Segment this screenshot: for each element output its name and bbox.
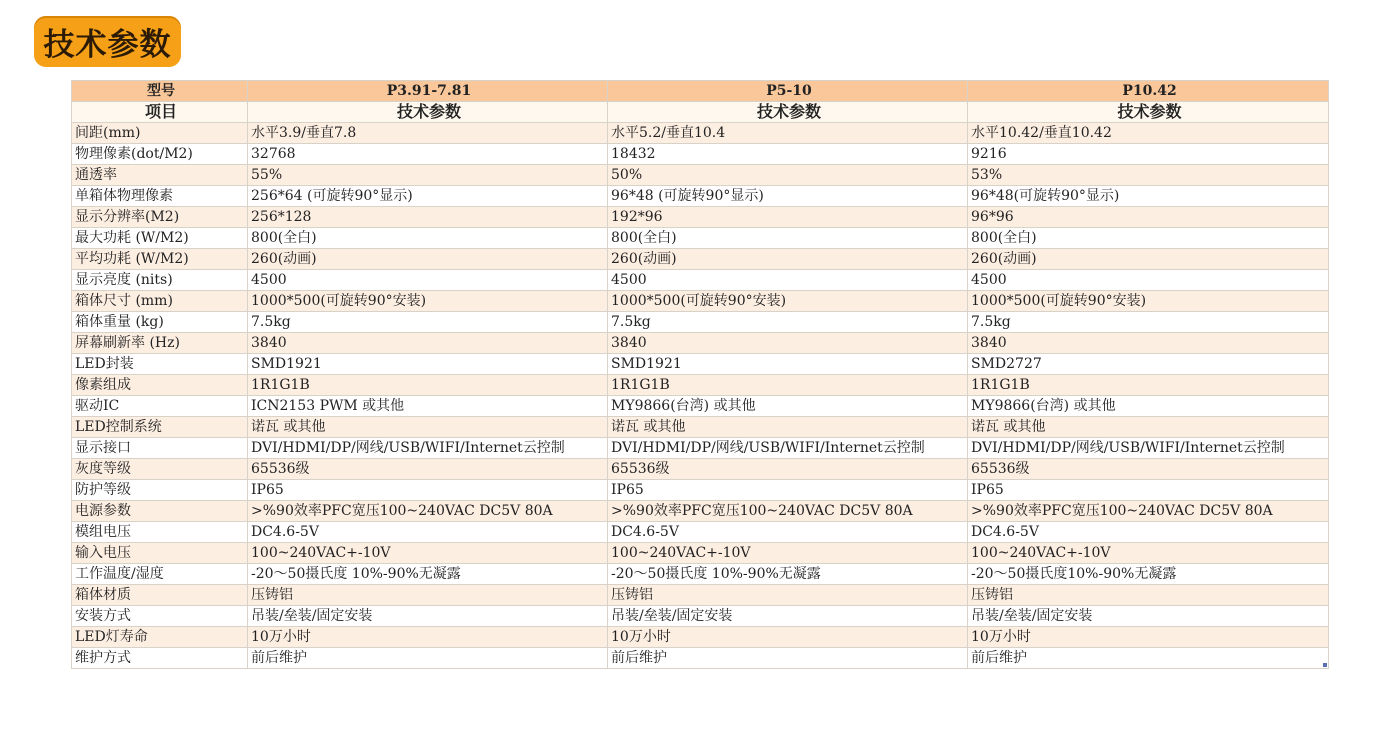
value-cell: SMD1921 [248,354,608,375]
value-cell: 96*96 [968,207,1329,228]
value-cell: 吊装/垒装/固定安装 [608,606,968,627]
row-label-cell: 箱体材质 [72,585,248,606]
value-cell: 55% [248,165,608,186]
value-cell: 800(全白) [968,228,1329,249]
value-cell: 压铸铝 [248,585,608,606]
value-cell: 800(全白) [248,228,608,249]
table-row [72,606,1329,627]
row-label-cell: 通透率 [72,165,248,186]
value-cell: 100~240VAC+-10V [608,543,968,564]
header-cell: P5-10 [608,81,968,102]
value-cell: 65536级 [968,459,1329,480]
row-label-cell: LED灯寿命 [72,627,248,648]
row-label-cell: 驱动IC [72,396,248,417]
table-row [72,543,1329,564]
value-cell: 256*128 [248,207,608,228]
value-cell: 10万小时 [248,627,608,648]
value-cell: 96*48(可旋转90°显示) [968,186,1329,207]
table-row [72,417,1329,438]
table-row [72,291,1329,312]
value-cell: 65536级 [608,459,968,480]
table-row [72,228,1329,249]
value-cell: 260(动画) [248,249,608,270]
value-cell: SMD2727 [968,354,1329,375]
row-label-cell: 最大功耗 (W/M2) [72,228,248,249]
value-cell: 压铸铝 [968,585,1329,606]
value-cell: 前后维护 [248,648,608,669]
row-label-cell: 间距(mm) [72,123,248,144]
value-cell: >%90效率PFC宽压100~240VAC DC5V 80A [248,501,608,522]
value-cell: 53% [968,165,1329,186]
value-cell: 9216 [968,144,1329,165]
value-cell: >%90效率PFC宽压100~240VAC DC5V 80A [968,501,1329,522]
table-resize-handle [1323,663,1327,667]
value-cell: MY9866(台湾) 或其他 [968,396,1329,417]
value-cell: 260(动画) [968,249,1329,270]
header-row-model [72,81,1329,102]
section-title: 技术参数 [43,27,172,63]
table-row [72,270,1329,291]
row-label-cell: 平均功耗 (W/M2) [72,249,248,270]
value-cell: -20～50摄氏度 10%-90%无凝露 [248,564,608,585]
row-label-cell: 工作温度/湿度 [72,564,248,585]
table-row [72,459,1329,480]
value-cell: 4500 [248,270,608,291]
value-cell: DC4.6-5V [248,522,608,543]
header-cell: P3.91-7.81 [248,81,608,102]
value-cell: 96*48 (可旋转90°显示) [608,186,968,207]
value-cell: 诺瓦 或其他 [248,417,608,438]
value-cell: 7.5kg [248,312,608,333]
value-cell: 1R1G1B [968,375,1329,396]
value-cell: IP65 [608,480,968,501]
table-row [72,438,1329,459]
table-row [72,354,1329,375]
table-row [72,648,1329,669]
row-label-cell: 像素组成 [72,375,248,396]
value-cell: 前后维护 [968,648,1329,669]
header-cell: 型号 [72,81,248,102]
table-row [72,144,1329,165]
row-label-cell: 输入电压 [72,543,248,564]
value-cell: 192*96 [608,207,968,228]
value-cell: 前后维护 [608,648,968,669]
value-cell: 65536级 [248,459,608,480]
value-cell: 18432 [608,144,968,165]
value-cell: 10万小时 [608,627,968,648]
table-row [72,165,1329,186]
section-title-badge [34,16,181,67]
value-cell: 水平5.2/垂直10.4 [608,123,968,144]
value-cell: MY9866(台湾) 或其他 [608,396,968,417]
row-label-cell: 单箱体物理像素 [72,186,248,207]
value-cell: 3840 [608,333,968,354]
table-row [72,564,1329,585]
value-cell: DC4.6-5V [968,522,1329,543]
value-cell: 260(动画) [608,249,968,270]
value-cell: 4500 [608,270,968,291]
value-cell: DVI/HDMI/DP/网线/USB/WIFI/Internet云控制 [608,438,968,459]
row-label-cell: 显示分辨率(M2) [72,207,248,228]
table-row [72,627,1329,648]
row-label-cell: LED控制系统 [72,417,248,438]
table-row [72,375,1329,396]
value-cell: 吊装/垒装/固定安装 [968,606,1329,627]
value-cell: 256*64 (可旋转90°显示) [248,186,608,207]
value-cell: DVI/HDMI/DP/网线/USB/WIFI/Internet云控制 [968,438,1329,459]
value-cell: >%90效率PFC宽压100~240VAC DC5V 80A [608,501,968,522]
value-cell: DVI/HDMI/DP/网线/USB/WIFI/Internet云控制 [248,438,608,459]
spec-table [71,80,1329,669]
row-label-cell: 电源参数 [72,501,248,522]
row-label-cell: 安装方式 [72,606,248,627]
value-cell: 100~240VAC+-10V [248,543,608,564]
value-cell: 1000*500(可旋转90°安装) [608,291,968,312]
value-cell: 1R1G1B [248,375,608,396]
value-cell: 诺瓦 或其他 [608,417,968,438]
row-label-cell: 屏幕刷新率 (Hz) [72,333,248,354]
value-cell: -20～50摄氏度10%-90%无凝露 [968,564,1329,585]
header-cell: P10.42 [968,81,1329,102]
table-row [72,480,1329,501]
header-row-item [72,102,1329,123]
value-cell: 水平10.42/垂直10.42 [968,123,1329,144]
value-cell: 32768 [248,144,608,165]
value-cell: 800(全白) [608,228,968,249]
row-label-cell: 箱体尺寸 (mm) [72,291,248,312]
table-row [72,333,1329,354]
value-cell: 压铸铝 [608,585,968,606]
value-cell: 诺瓦 或其他 [968,417,1329,438]
value-cell: 7.5kg [608,312,968,333]
value-cell: 10万小时 [968,627,1329,648]
value-cell: 7.5kg [968,312,1329,333]
value-cell: 1R1G1B [608,375,968,396]
table-row [72,207,1329,228]
table-row [72,396,1329,417]
value-cell: IP65 [968,480,1329,501]
table-row [72,585,1329,606]
value-cell: 100~240VAC+-10V [968,543,1329,564]
value-cell: 吊装/垒装/固定安装 [248,606,608,627]
row-label-cell: 防护等级 [72,480,248,501]
table-row [72,522,1329,543]
value-cell: SMD1921 [608,354,968,375]
row-label-cell: 模组电压 [72,522,248,543]
header-cell: 技术参数 [968,102,1329,123]
value-cell: 1000*500(可旋转90°安装) [248,291,608,312]
row-label-cell: 箱体重量 (kg) [72,312,248,333]
row-label-cell: 灰度等级 [72,459,248,480]
header-cell: 技术参数 [608,102,968,123]
value-cell: 4500 [968,270,1329,291]
table-row [72,312,1329,333]
table-row [72,186,1329,207]
table-row [72,123,1329,144]
value-cell: 3840 [968,333,1329,354]
value-cell: ICN2153 PWM 或其他 [248,396,608,417]
table-row [72,501,1329,522]
value-cell: 水平3.9/垂直7.8 [248,123,608,144]
row-label-cell: 显示接口 [72,438,248,459]
value-cell: DC4.6-5V [608,522,968,543]
row-label-cell: LED封装 [72,354,248,375]
value-cell: 3840 [248,333,608,354]
row-label-cell: 维护方式 [72,648,248,669]
header-cell: 项目 [72,102,248,123]
value-cell: 1000*500(可旋转90°安装) [968,291,1329,312]
row-label-cell: 物理像素(dot/M2) [72,144,248,165]
row-label-cell: 显示亮度 (nits) [72,270,248,291]
header-cell: 技术参数 [248,102,608,123]
value-cell: -20～50摄氏度 10%-90%无凝露 [608,564,968,585]
table-row [72,249,1329,270]
value-cell: IP65 [248,480,608,501]
value-cell: 50% [608,165,968,186]
